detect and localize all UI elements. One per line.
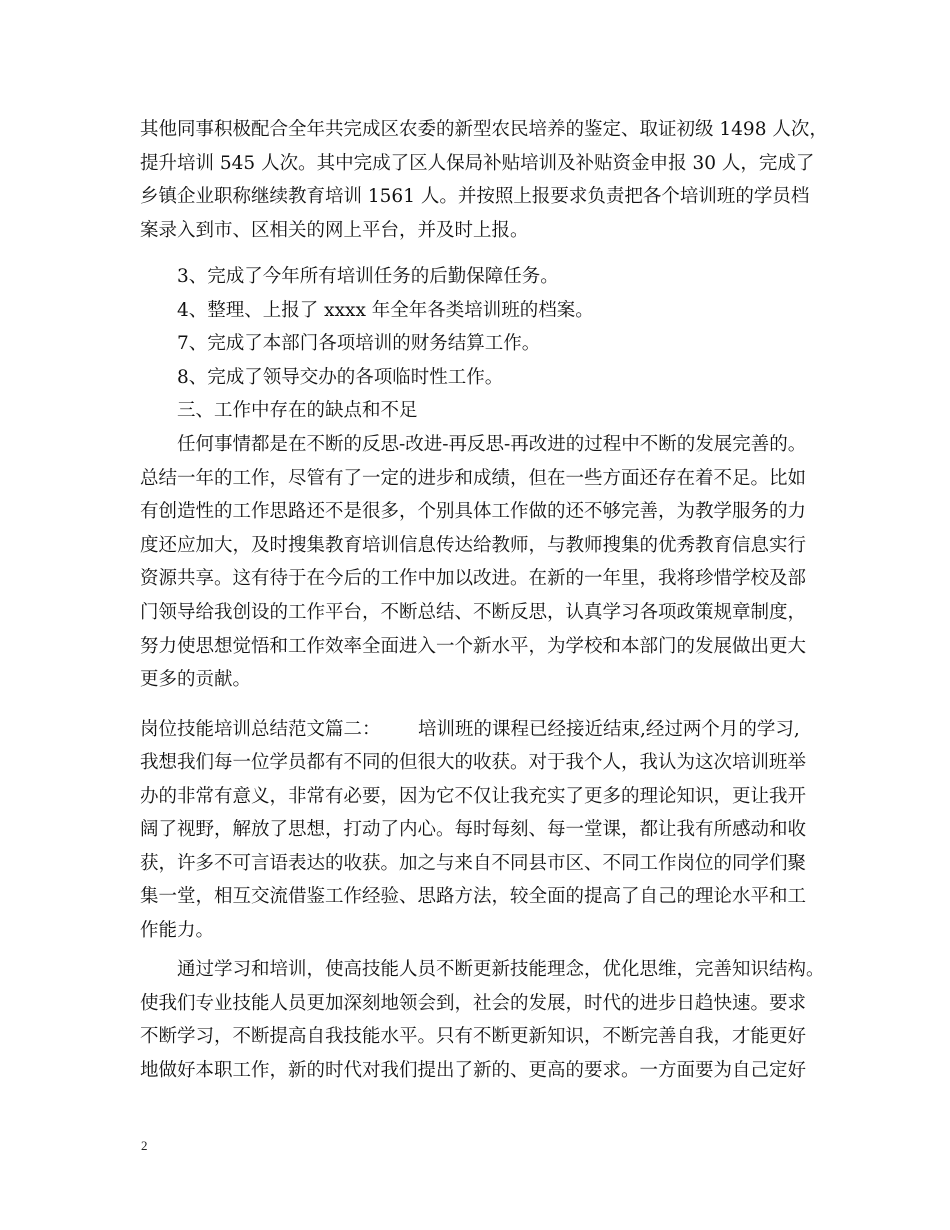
text-line: 度还应加大，及时搜集教育培训信息传达给教师，与教师搜集的优秀教育信息实行	[140, 534, 807, 556]
text-line: 获，许多不可言语表达的收获。加之与来自不同县市区、不同工作岗位的同学们聚	[140, 852, 807, 874]
text-line: 门领导给我创设的工作平台，不断总结、不断反思，认真学习各项政策规章制度，	[140, 601, 807, 623]
article-title: 岗位技能培训总结范文篇二：	[140, 719, 381, 740]
list-item-8: 8、完成了领导交办的各项临时性工作。	[177, 367, 504, 388]
page-number: 2	[141, 1138, 148, 1153]
text-line: 努力使思想觉悟和工作效率全面进入一个新水平，为学校和本部门的发展做出更大	[140, 635, 807, 657]
text-line: 集一堂，相互交流借鉴工作经验、思路方法，较全面的提高了自己的理论水平和工	[140, 886, 807, 908]
paragraph-shortcomings	[140, 428, 840, 697]
text-line: 更多的贡献。	[140, 669, 252, 691]
text-line: 阔了视野，解放了思想，打动了内心。每时每刻、每一堂课，都让我有所感动和收	[140, 819, 807, 841]
list-item-7: 7、完成了本部门各项培训的财务结算工作。	[177, 333, 541, 354]
text-line: 地做好本职工作，新的时代对我们提出了新的、更高的要求。一方面要为自己定好	[140, 1059, 807, 1081]
text-line: 我想我们每一位学员都有不同的但很大的收获。对于我个人，我认为这次培训班举	[140, 752, 807, 773]
text-line: 不断学习，不断提高自我技能水平。只有不断更新知识，不断完善自我，才能更好	[140, 1026, 807, 1048]
section-heading: 三、工作中存在的缺点和不足	[177, 400, 418, 421]
text-line: 其他同事积极配合全年共完成区农委的新型农民培养的鉴定、取证初级 1498 人次，	[140, 119, 828, 140]
text-line: 有创造性的工作思路还不是很多，个别具体工作做的还不够完善，为教学服务的力	[140, 501, 807, 523]
text-line: 乡镇企业职称继续教育培训 1561 人。并按照上报要求负责把各个培训班的学员档	[140, 186, 810, 208]
paragraph-skills-update	[140, 953, 840, 1087]
text-line: 通过学习和培训，使高技能人员不断更新技能理念，优化思维，完善知识结构。	[177, 959, 825, 980]
text-line: 培训班的课程已经接近结束,经过两个月的学习,	[418, 719, 800, 740]
text-line: 案录入到市、区相关的网上平台，并及时上报。	[140, 219, 529, 241]
text-line: 使我们专业技能人员更加深刻地领会到，社会的发展，时代的进步日趋快速。要求	[140, 992, 807, 1014]
paragraph-training-stats	[140, 113, 840, 247]
text-line: 提升培训 545 人次。其中完成了区人保局补贴培训及补贴资金申报 30 人，完成了	[140, 152, 815, 174]
text-line: 任何事情都是在不断的反思-改进-再反思-再改进的过程中不断的发展完善的。	[177, 434, 807, 455]
text-line: 作能力。	[140, 919, 215, 941]
text-line: 办的非常有意义，非常有必要，因为它不仅让我充实了更多的理论知识，更让我开	[140, 785, 807, 807]
paragraph-training-harvest	[140, 746, 840, 948]
list-item-4: 4、整理、上报了 xxxx 年全年各类培训班的档案。	[177, 300, 594, 321]
text-line: 总结一年的工作，尽管有了一定的进步和成绩，但在一些方面还存在着不足。比如	[140, 467, 807, 489]
text-line: 资源共享。这有待于在今后的工作中加以改进。在新的一年里，我将珍惜学校及部	[140, 568, 807, 590]
list-item-3: 3、完成了今年所有培训任务的后勤保障任务。	[177, 266, 559, 287]
